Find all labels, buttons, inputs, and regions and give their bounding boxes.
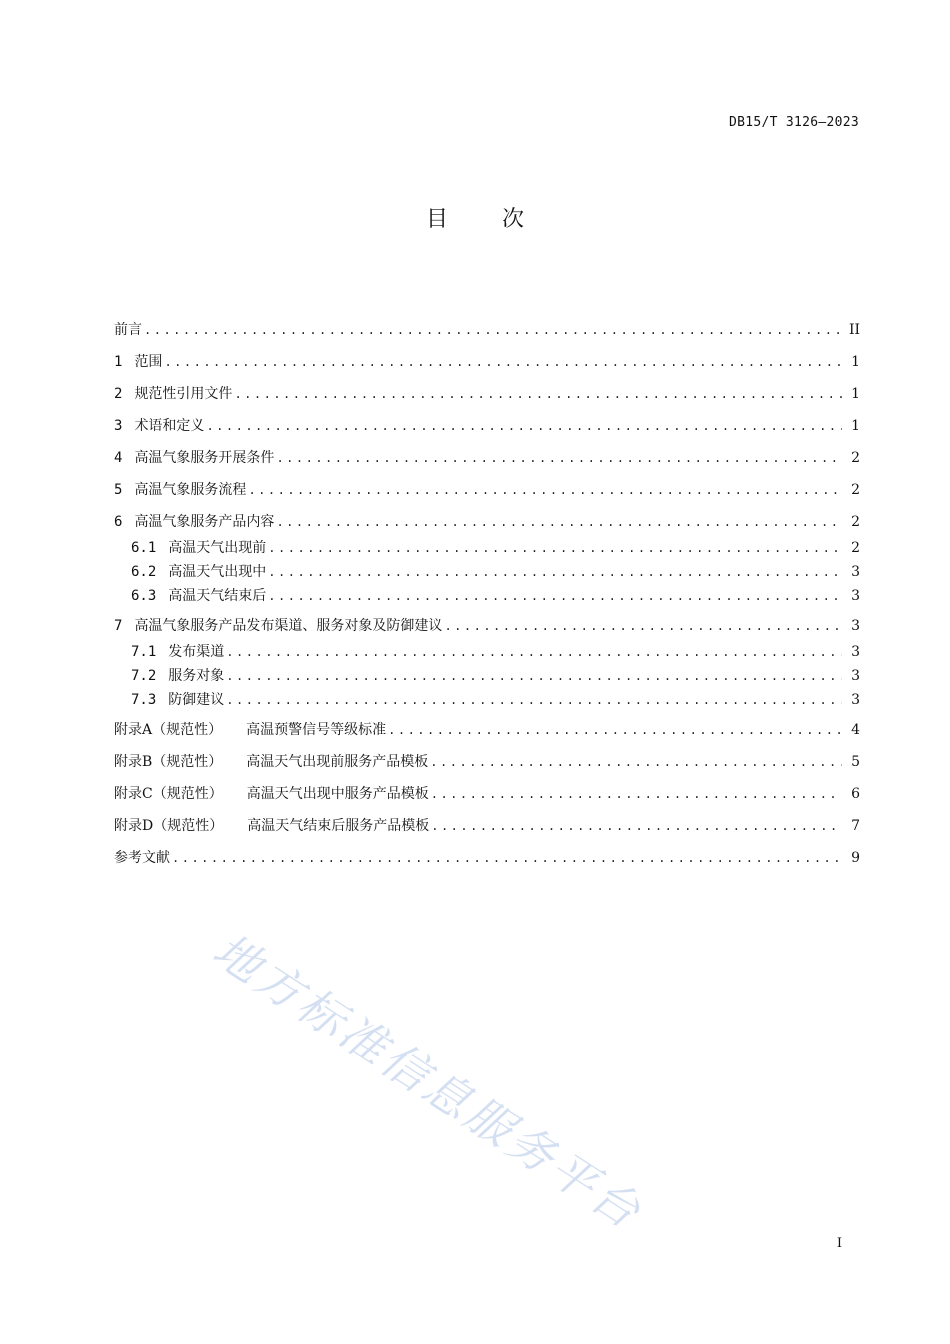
- toc-entry-label: 发布渠道: [168, 644, 225, 660]
- toc-entry-page: 2: [851, 540, 860, 556]
- toc-entry-number: 3: [114, 418, 123, 434]
- toc-entry-number: 7: [114, 618, 123, 634]
- toc-entry-number: 6: [114, 514, 123, 530]
- dot-leader: [431, 815, 842, 837]
- toc-entry[interactable]: [114, 447, 860, 469]
- toc-entry[interactable]: [114, 641, 860, 663]
- toc-entry-label: 高温预警信号等级标准: [246, 722, 387, 738]
- toc-entry[interactable]: [114, 537, 860, 559]
- dot-leader: [388, 719, 842, 741]
- toc-entry-label: 范围: [134, 354, 163, 370]
- dot-leader: [431, 783, 842, 805]
- toc-appendix-tag: 附录D（规范性）: [114, 818, 224, 834]
- toc-entry-label: 防御建议: [168, 692, 225, 708]
- toc-entry[interactable]: [114, 665, 860, 687]
- toc-entry-number: 6.3: [131, 588, 157, 604]
- dot-leader: [164, 351, 842, 373]
- toc-entry[interactable]: [114, 689, 860, 711]
- toc-entry-label: 高温天气出现前: [168, 540, 267, 556]
- toc-entry[interactable]: [114, 585, 860, 607]
- toc-entry-number: 7.1: [131, 644, 157, 660]
- toc-entry-label: 术语和定义: [134, 418, 205, 434]
- toc-appendix-tag: 附录C（规范性）: [114, 786, 223, 802]
- toc-entry-number: 2: [114, 386, 123, 402]
- toc-entry-page: 2: [851, 482, 860, 498]
- toc-entry[interactable]: [114, 847, 860, 869]
- dot-leader: [276, 511, 842, 533]
- toc-entry-label: 高温天气出现前服务产品模板: [246, 754, 429, 770]
- toc-entry-page: 3: [851, 668, 860, 684]
- toc-entry-page: 3: [851, 644, 860, 660]
- dot-leader: [268, 537, 842, 559]
- toc-entry[interactable]: [114, 351, 860, 373]
- toc-entry[interactable]: [114, 615, 860, 637]
- dot-leader: [226, 689, 842, 711]
- toc-entry-label: 服务对象: [168, 668, 225, 684]
- toc-entry-label: 高温气象服务流程: [134, 482, 247, 498]
- dot-leader: [226, 641, 842, 663]
- toc-entry-number: 5: [114, 482, 123, 498]
- toc-entry[interactable]: [114, 511, 860, 533]
- toc-entry-number: 7.2: [131, 668, 157, 684]
- toc-entry-page: 3: [851, 588, 860, 604]
- page-number: I: [836, 1236, 842, 1251]
- toc-entry-label: 规范性引用文件: [134, 386, 233, 402]
- toc-entry-label: 高温天气出现中: [168, 564, 267, 580]
- toc-entry-page: 1: [851, 386, 860, 402]
- toc-entry-label: 前言: [114, 322, 142, 338]
- toc-entry-label: 高温气象服务产品发布渠道、服务对象及防御建议: [134, 618, 443, 634]
- toc-entry-label: 高温天气出现中服务产品模板: [246, 786, 429, 802]
- toc-entry-label: 高温天气结束后: [168, 588, 267, 604]
- toc-entry[interactable]: [114, 479, 860, 501]
- document-code: DB15/T 3126—2023: [728, 115, 859, 130]
- toc-entry-label: 高温天气结束后服务产品模板: [247, 818, 430, 834]
- toc-entry[interactable]: [114, 415, 860, 437]
- toc-entry-page: 2: [851, 450, 860, 466]
- toc-entry-number: 4: [114, 450, 123, 466]
- dot-leader: [206, 415, 842, 437]
- toc-entry[interactable]: [114, 751, 860, 773]
- toc-entry-number: 7.3: [131, 692, 157, 708]
- toc-entry-page: 3: [851, 618, 860, 634]
- dot-leader: [268, 585, 842, 607]
- page-title: 目次: [425, 207, 578, 232]
- toc-entry-page: 7: [851, 818, 860, 834]
- dot-leader: [268, 561, 842, 583]
- toc-entry-number: 6.1: [131, 540, 157, 556]
- toc-appendix-tag: 附录B（规范性）: [114, 754, 223, 770]
- toc-entry[interactable]: [114, 383, 860, 405]
- toc-entry-label: 高温气象服务开展条件: [134, 450, 275, 466]
- dot-leader: [444, 615, 842, 637]
- toc-entry-page: II: [848, 322, 860, 338]
- toc-entry-page: 2: [851, 514, 860, 530]
- dot-leader: [248, 479, 842, 501]
- toc-entry[interactable]: [114, 319, 860, 341]
- toc-entry[interactable]: [114, 815, 860, 837]
- dot-leader: [276, 447, 842, 469]
- dot-leader: [144, 319, 842, 341]
- toc-appendix-tag: 附录A（规范性）: [114, 722, 223, 738]
- toc-entry-page: 1: [851, 418, 860, 434]
- toc-entry-page: 5: [851, 754, 860, 770]
- dot-leader: [172, 847, 842, 869]
- toc-entry[interactable]: [114, 783, 860, 805]
- dot-leader: [234, 383, 842, 405]
- toc-entry-number: 6.2: [131, 564, 157, 580]
- toc-entry-page: 1: [851, 354, 860, 370]
- toc-entry-label: 参考文献: [114, 850, 170, 866]
- dot-leader: [430, 751, 842, 773]
- toc-entry-page: 4: [851, 722, 860, 738]
- toc-entry-number: 1: [114, 354, 123, 370]
- toc-entry-page: 3: [851, 692, 860, 708]
- toc-entry-page: 9: [851, 850, 860, 866]
- dot-leader: [226, 665, 842, 687]
- toc-entry[interactable]: [114, 561, 860, 583]
- toc-entry[interactable]: [114, 719, 860, 741]
- toc-entry-page: 3: [851, 564, 860, 580]
- toc-entry-page: 6: [851, 786, 860, 802]
- watermark: 地方标准信息服务平台: [203, 922, 653, 1241]
- toc-entry-label: 高温气象服务产品内容: [134, 514, 275, 530]
